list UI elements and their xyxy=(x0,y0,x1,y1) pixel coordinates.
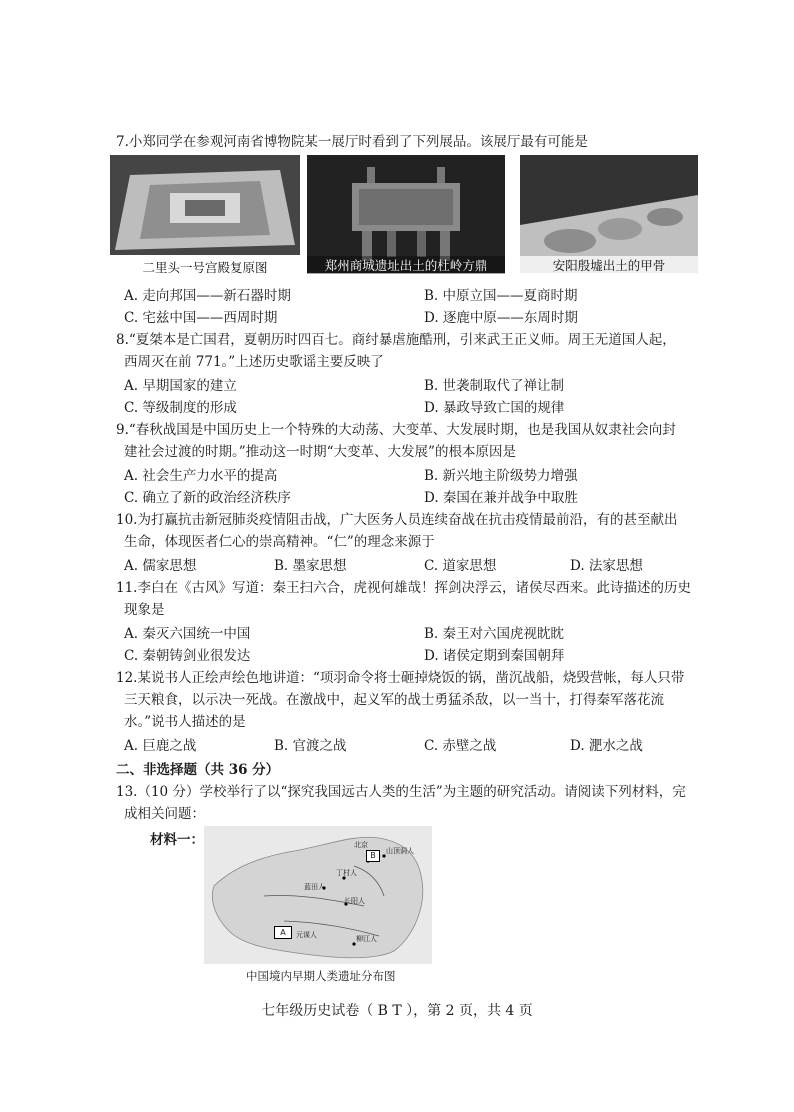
q12-stem-line1: 12.某说书人正绘声绘色地讲道：“项羽命令将士砸掉烧饭的锅，凿沉战船，烧毁营帐，每人只带 xyxy=(116,670,685,686)
map-label-yuanmou: 元谋人 xyxy=(296,931,317,939)
q8-option-d[interactable]: D. 暴政导致亡国的规律 xyxy=(424,400,565,416)
section-heading: 二、非选择题（共 36 分） xyxy=(116,762,280,778)
q11-stem-line1: 11.李白在《古风》写道：秦王扫六合，虎视何雄哉！挥剑决浮云，诸侯尽西来。此诗描述的历史 xyxy=(116,580,691,596)
q11-option-b[interactable]: B. 秦王对六国虎视眈眈 xyxy=(424,626,565,642)
map-label-beijing: 北京 xyxy=(354,841,368,849)
map-label-dingcun: 丁村人 xyxy=(336,869,357,877)
photo-caption-2: 郑州商城遗址出土的杜岭方鼎 xyxy=(307,256,505,274)
palace-reconstruction-image xyxy=(110,155,300,255)
map-label-changyang: 长阳人 xyxy=(344,897,365,905)
q10-option-c[interactable]: C. 道家思想 xyxy=(424,558,497,574)
q9-option-c[interactable]: C. 确立了新的政治经济秩序 xyxy=(124,490,291,506)
q10-option-b[interactable]: B. 墨家思想 xyxy=(274,558,347,574)
map-label-liujiang: 柳江人 xyxy=(356,935,377,943)
map-caption: 中国境内早期人类遗址分布图 xyxy=(246,969,396,983)
q12-option-a[interactable]: A. 巨鹿之战 xyxy=(124,738,197,754)
photo-caption-1: 二里头一号宫殿复原图 xyxy=(142,260,268,275)
material-label: 材料一： xyxy=(150,832,204,848)
q11-option-d[interactable]: D. 诸侯定期到秦国朝拜 xyxy=(424,648,565,664)
q9-option-b[interactable]: B. 新兴地主阶级势力增强 xyxy=(424,468,578,484)
q9-stem-line1: 9.“春秋战国是中国历史上一个特殊的大动荡、大变革、大发展时期，也是我国从奴隶社会向封 xyxy=(116,422,676,438)
q10-option-a[interactable]: A. 儒家思想 xyxy=(124,558,197,574)
q7-option-d[interactable]: D. 逐鹿中原——东周时期 xyxy=(424,310,578,326)
q12-option-b[interactable]: B. 官渡之战 xyxy=(274,738,347,754)
q12-option-c[interactable]: C. 赤壁之战 xyxy=(424,738,497,754)
q8-option-c[interactable]: C. 等级制度的形成 xyxy=(124,400,237,416)
q10-option-d[interactable]: D. 法家思想 xyxy=(570,558,643,574)
q9-option-d[interactable]: D. 秦国在兼并战争中取胜 xyxy=(424,490,578,506)
q8-option-a[interactable]: A. 早期国家的建立 xyxy=(124,378,237,394)
q13-stem-line1: 13.（10 分）学校举行了以“探究我国远古人类的生活”为主题的研究活动。请阅读下列材料，完 xyxy=(116,784,686,800)
q10-stem-line1: 10.为打赢抗击新冠肺炎疫情阻击战，广大医务人员连续奋战在抗击疫情最前沿，有的甚至献出 xyxy=(116,512,678,528)
palace-model-graphic xyxy=(110,155,300,255)
page-footer: 七年级历史试卷（ B T ），第 2 页，共 4 页 xyxy=(261,1003,533,1019)
q12-option-d[interactable]: D. 淝水之战 xyxy=(570,738,643,754)
map-label-lantian: 蓝田人 xyxy=(304,883,325,891)
q8-stem-line2: 西周灭在前 771。”上述历史歌谣主要反映了 xyxy=(124,354,384,370)
q7-option-c[interactable]: C. 宅兹中国——西周时期 xyxy=(124,310,278,326)
q12-stem-line3: 水。”说书人描述的是 xyxy=(124,714,246,730)
q10-stem-line2: 生命，体现医者仁心的崇高精神。“仁”的理念来源于 xyxy=(124,534,435,550)
map-label-upper-cave: 山顶洞人 xyxy=(386,847,414,855)
q11-option-c[interactable]: C. 秦朝铸剑业很发达 xyxy=(124,648,251,664)
q8-option-b[interactable]: B. 世袭制取代了禅让制 xyxy=(424,378,565,394)
q8-stem-line1: 8.“夏桀本是亡国君，夏朝历时四百七。商纣暴虐施酷刑，引来武王正义师。周王无道国人起， xyxy=(116,332,676,348)
early-human-sites-map xyxy=(204,826,432,964)
photo-caption-3: 安阳殷墟出土的甲骨 xyxy=(520,256,698,274)
q12-stem-line2: 三天粮食，以示决一死战。在激战中，起义军的战士勇猛杀敌，以一当十，打得秦军落花流 xyxy=(124,692,664,708)
q7-stem: 7.小郑同学在参观河南省博物院某一展厅时看到了下列展品。该展厅最有可能是 xyxy=(116,134,588,150)
q9-stem-line2: 建社会过渡的时期。”推动这一时期“大变革、大发展”的根本原因是 xyxy=(124,444,516,460)
q13-stem-line2: 成相关问题： xyxy=(124,806,205,822)
q7-option-b[interactable]: B. 中原立国——夏商时期 xyxy=(424,288,578,304)
q7-option-a[interactable]: A. 走向邦国——新石器时期 xyxy=(124,288,291,304)
map-box-a: A xyxy=(274,926,292,939)
q11-stem-line2: 现象是 xyxy=(124,602,165,618)
map-box-b: B xyxy=(366,850,380,862)
q11-option-a[interactable]: A. 秦灭六国统一中国 xyxy=(124,626,251,642)
q9-option-a[interactable]: A. 社会生产力水平的提高 xyxy=(124,468,278,484)
